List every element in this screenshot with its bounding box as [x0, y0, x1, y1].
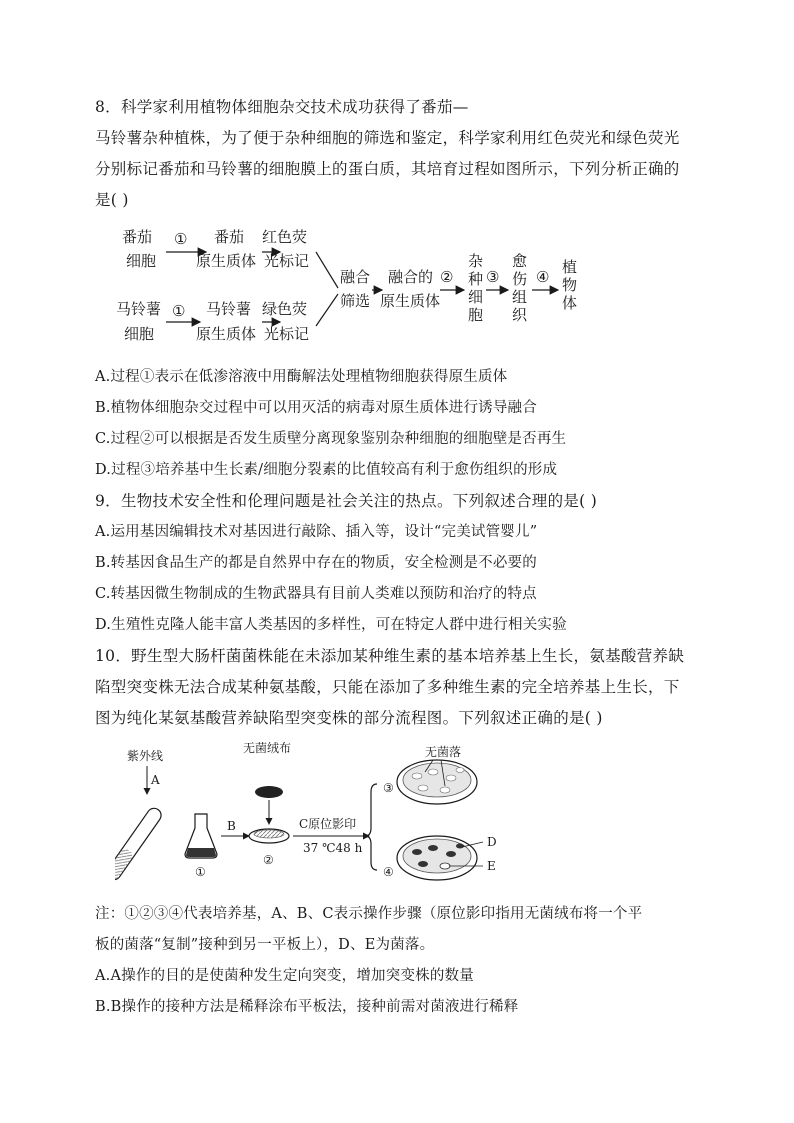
fusion-screen-label-1: 融合 — [340, 268, 371, 286]
step-b-label: B — [227, 819, 236, 833]
test-tube-icon — [115, 806, 164, 883]
flask-icon — [185, 814, 217, 858]
condition-label: 37 ℃48 h — [303, 841, 363, 855]
q10-process-figure — [115, 742, 515, 888]
potato-protoplast-label-2: 原生质体 — [196, 325, 257, 343]
plate2-label: ② — [263, 853, 274, 867]
branch-bracket — [365, 784, 377, 870]
step1-top-label: ① — [174, 230, 188, 248]
q10-stem-line-2: 陷型突变株无法合成某种氨基酸，只能在添加了多种维生素的完全培养基上生长，下 — [95, 678, 680, 696]
tomato-protoplast-label-2: 原生质体 — [196, 252, 257, 270]
step4-label: ④ — [536, 268, 550, 286]
plate1-label: ① — [195, 865, 206, 879]
q10-stem-line-1: 10．野生型大肠杆菌菌株能在未添加某种维生素的基本培养基上生长，氨基酸营养缺 — [95, 647, 685, 665]
callus-char-4: 织 — [512, 306, 528, 324]
step-a-label: A — [151, 773, 160, 787]
q9-option-b: B.转基因食品生产的都是自然界中存在的物质，安全检测是不必要的 — [95, 555, 537, 571]
callus-char-1: 愈 — [512, 252, 528, 270]
q8-option-a: A.过程①表示在低渗溶液中用酶解法处理植物细胞获得原生质体 — [95, 369, 508, 385]
callus-char-2: 伤 — [512, 270, 528, 288]
q10-option-b: B.B操作的接种方法是稀释涂布平板法，接种前需对菌液进行稀释 — [95, 999, 519, 1015]
fused-protoplast-label-2: 原生质体 — [380, 292, 441, 310]
potato-protoplast-label-1: 马铃薯 — [206, 300, 252, 318]
q8-stem-line-1: 8．科学家利用植物体细胞杂交技术成功获得了番茄— — [95, 98, 469, 116]
q9-option-a: A.运用基因编辑技术对基因进行敲除、插入等，设计“完美试管婴儿” — [95, 524, 538, 540]
plate3-dish-icon — [397, 760, 477, 804]
step3-label: ③ — [486, 268, 500, 286]
plate3-label: ③ — [383, 781, 394, 795]
velvet-stamp-icon — [255, 786, 283, 798]
q10-stem-line-3: 图为纯化某氨基酸营养缺陷型突变株的部分流程图。下列叙述正确的是( ) — [95, 709, 603, 727]
merge-line-top — [316, 252, 338, 288]
plant-char-1: 植 — [562, 258, 578, 276]
merge-line-bottom — [316, 294, 338, 326]
tomato-protoplast-label-1: 番茄 — [214, 228, 245, 246]
plant-char-3: 体 — [562, 294, 578, 312]
hybrid-cell-char-2: 种 — [468, 270, 484, 288]
potato-cell-label-1: 马铃薯 — [116, 300, 162, 318]
q8-option-b: B.植物体细胞杂交过程中可以用灭活的病毒对原生质体进行诱导融合 — [95, 400, 537, 416]
q8-stem-line-4: 是( ) — [95, 191, 129, 209]
plate4-label: ④ — [383, 865, 394, 879]
q10-note-line-2: 板的菌落“复制”接种到另一平板上），D、E为菌落。 — [95, 937, 435, 953]
green-label-1: 绿色荧 — [262, 300, 308, 318]
step1-bottom-label: ① — [172, 302, 186, 320]
fusion-screen-label-2: 筛选 — [340, 292, 371, 310]
tomato-cell-label-1: 番茄 — [122, 228, 153, 246]
q9-option-c: C.转基因微生物制成的生物武器具有目前人类难以预防和治疗的特点 — [95, 586, 537, 602]
callus-char-3: 组 — [512, 288, 528, 306]
q8-stem-line-2: 马铃薯杂种植株，为了便于杂种细胞的筛选和鉴定，科学家利用红色荧光和绿色荧光 — [95, 129, 680, 147]
plate2-dish-icon — [249, 829, 289, 843]
potato-cell-label-2: 细胞 — [124, 325, 155, 343]
q10-note-line-1: 注：①②③④代表培养基，A、B、C表示操作步骤（原位影印指用无菌绒布将一个平 — [95, 906, 643, 922]
colony-e-label: E — [487, 859, 496, 873]
fused-protoplast-label-1: 融合的 — [388, 268, 434, 286]
colony-d-label: D — [487, 835, 497, 849]
sterile-velvet-label: 无菌绒布 — [243, 742, 292, 755]
q9-stem: 9．生物技术安全性和伦理问题是社会关注的热点。下列叙述合理的是( ) — [95, 492, 598, 510]
q8-stem-line-3: 分别标记番茄和马铃薯的细胞膜上的蛋白质，其培育过程如图所示，下列分析正确的 — [95, 160, 680, 178]
hybrid-cell-char-1: 杂 — [468, 252, 484, 270]
plant-char-2: 物 — [562, 276, 578, 294]
red-label-1: 红色荧 — [262, 228, 308, 246]
green-label-2: 光标记 — [264, 325, 310, 343]
no-colony-label: 无菌落 — [425, 745, 462, 759]
red-label-2: 光标记 — [264, 252, 310, 270]
q9-option-d: D.生殖性克隆人能丰富人类基因的多样性，可在特定人群中进行相关实验 — [95, 617, 567, 633]
tomato-cell-label-2: 细胞 — [126, 252, 157, 270]
step2-label: ② — [440, 268, 454, 286]
plate4-dish-icon — [397, 836, 477, 880]
step-c-label: C原位影印 — [299, 817, 357, 831]
hybrid-cell-char-3: 细 — [468, 288, 484, 306]
q8-option-d: D.过程③培养基中生长素/细胞分裂素的比值较高有利于愈伤组织的形成 — [95, 462, 558, 478]
uv-label: 紫外线 — [127, 749, 164, 763]
q10-option-a: A.A操作的目的是使菌种发生定向突变，增加突变株的数量 — [95, 968, 474, 984]
q8-option-c: C.过程②可以根据是否发生质壁分离现象鉴别杂种细胞的细胞壁是否再生 — [95, 431, 567, 447]
hybrid-cell-char-4: 胞 — [468, 306, 484, 324]
q8-flow-diagram — [110, 222, 590, 357]
